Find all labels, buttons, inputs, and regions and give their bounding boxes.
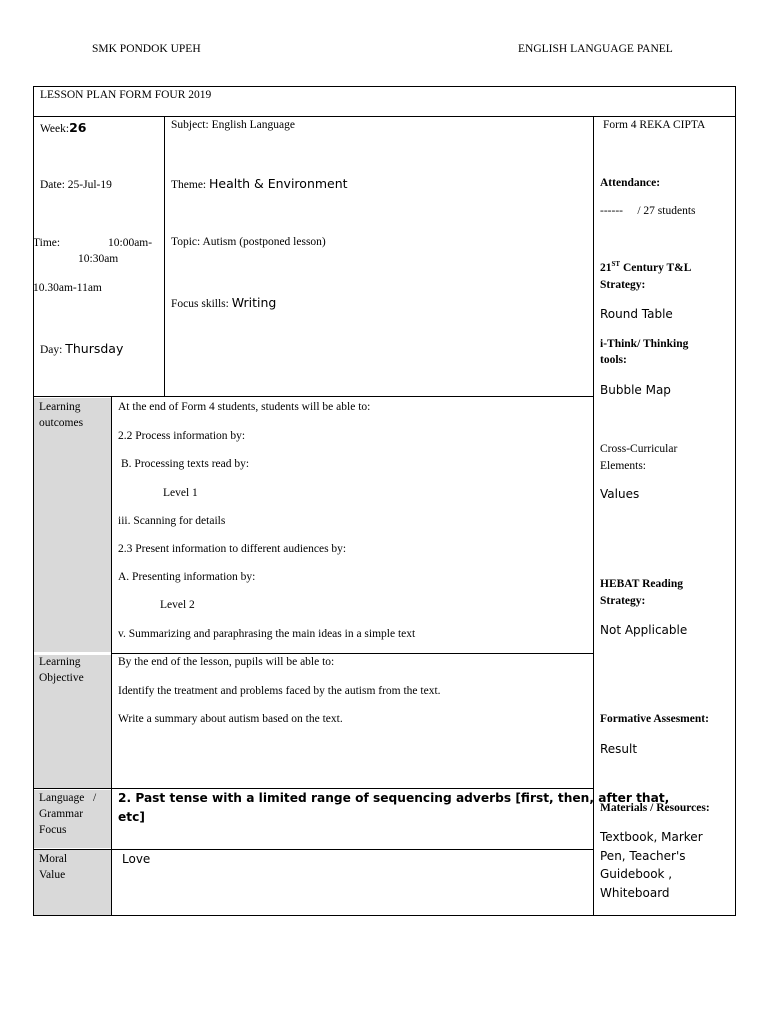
objective-item: Identify the treatment and problems faced by the autism from the text.: [118, 685, 441, 697]
theme-row: [171, 175, 348, 193]
time-line-3: 10.30am-11am: [33, 282, 102, 294]
outcome-item: Level 1: [163, 487, 198, 499]
moral-value: Love: [122, 852, 151, 866]
focus-row: [171, 294, 276, 312]
attendance-value: ------ / 27 students: [600, 205, 696, 217]
ithink-line-1: i-Think/ Thinking: [600, 338, 689, 350]
materials-line-2: Pen, Teacher's: [600, 849, 686, 863]
outcome-item: At the end of Form 4 students, students will be able to:: [118, 401, 371, 413]
century-heading: [600, 261, 691, 276]
outcome-item: v. Summarizing and paraphrasing the main ideas in a simple text: [118, 628, 416, 640]
time-line-2: 10:30am: [78, 253, 119, 265]
century-prefix: 21: [600, 262, 612, 274]
outcomes-label-2: outcomes: [39, 417, 84, 429]
theme-label: Theme:: [171, 179, 207, 191]
day-value: Thursday: [65, 341, 124, 356]
week-row: [40, 119, 87, 137]
time-label: Time:: [33, 237, 61, 249]
school-name: SMK PONDOK UPEH: [92, 43, 201, 55]
outcomes-label-shade: [34, 398, 111, 652]
language-label-3: Focus: [39, 824, 67, 836]
objective-item: Write a summary about autism based on the text.: [118, 713, 343, 725]
topic-text: Topic: Autism (postponed lesson): [171, 236, 326, 248]
time-line-1: 10:00am-: [108, 237, 153, 249]
subject-text: Subject: English Language: [171, 119, 295, 131]
outcome-item: B. Processing texts read by:: [121, 458, 250, 470]
cross-value: Values: [600, 487, 640, 501]
materials-label: Materials / Resources:: [600, 802, 710, 814]
materials-line-4: Whiteboard: [600, 886, 670, 900]
cross-line-1: Cross-Curricular: [600, 443, 678, 455]
objective-label-1: Learning: [39, 656, 81, 668]
week-value: 26: [69, 120, 87, 135]
hebat-value: Not Applicable: [600, 623, 688, 637]
language-label-2: Grammar: [39, 808, 84, 820]
formative-label: Formative Assesment:: [600, 713, 709, 725]
outcome-item: A. Presenting information by:: [118, 571, 256, 583]
century-value: Round Table: [600, 307, 673, 321]
century-line-1: Century T&L: [620, 262, 692, 274]
objective-label-2: Objective: [39, 672, 84, 684]
language-label-1: Language /: [39, 792, 97, 804]
moral-label-2: Value: [39, 869, 66, 881]
century-line-2: Strategy:: [600, 279, 646, 291]
materials-line-3: Guidebook ,: [600, 867, 673, 881]
day-label: Day:: [40, 344, 63, 356]
date-text: Date: 25-Jul-19: [40, 179, 112, 191]
moral-label-1: Moral: [39, 853, 68, 865]
panel-name: ENGLISH LANGUAGE PANEL: [518, 43, 673, 55]
formative-value: Result: [600, 742, 638, 756]
ithink-line-2: tools:: [600, 354, 627, 366]
plan-title: LESSON PLAN FORM FOUR 2019: [40, 89, 212, 101]
materials-line-1: Textbook, Marker: [600, 830, 703, 844]
week-label: Week:: [40, 123, 70, 135]
outcomes-label-1: Learning: [39, 401, 81, 413]
form-class: Form 4 REKA CIPTA: [603, 119, 706, 131]
outcome-item: 2.2 Process information by:: [118, 430, 246, 442]
outcome-item: Level 2: [160, 599, 195, 611]
objective-item: By the end of the lesson, pupils will be able to:: [118, 656, 335, 668]
focus-value: Writing: [231, 295, 277, 310]
ithink-value: Bubble Map: [600, 383, 671, 397]
theme-value: Health & Environment: [209, 176, 348, 191]
cross-line-2: Elements:: [600, 460, 646, 472]
outcome-item: 2.3 Present information to different audiences by:: [118, 543, 347, 555]
attendance-label: Attendance:: [600, 177, 661, 189]
century-sup: ST: [611, 260, 621, 269]
outcome-item: iii. Scanning for details: [118, 515, 226, 527]
focus-label: Focus skills:: [171, 298, 229, 310]
hebat-line-2: Strategy:: [600, 595, 646, 607]
day-row: [40, 340, 123, 358]
language-focus-line-1: 2. Past tense with a limited range of sequencing adverbs [first, then, after that,: [118, 791, 670, 805]
hebat-line-1: HEBAT Reading: [600, 578, 683, 590]
language-focus-line-2: etc]: [118, 810, 145, 824]
